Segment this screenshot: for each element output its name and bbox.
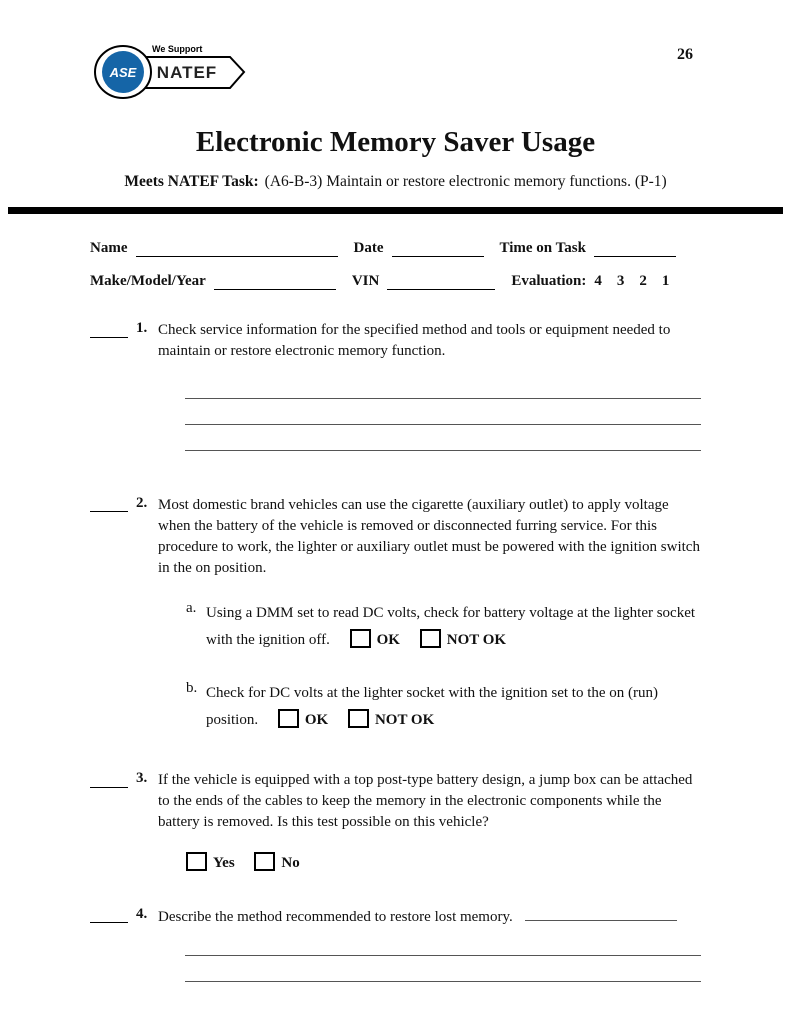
item-body (158, 906, 701, 982)
score-blank (90, 772, 128, 788)
score-blank (90, 908, 128, 924)
time-on-task-label: Time on Task (499, 240, 586, 256)
sub-item-b (186, 680, 701, 734)
page-number: 26 (677, 46, 693, 63)
ok-label: OK (304, 711, 329, 728)
header-fields-row-2 (90, 273, 701, 290)
item-text (158, 906, 701, 928)
make-model-year-blank (214, 274, 336, 290)
form-content (0, 240, 791, 982)
vin-label: VIN (351, 273, 380, 289)
ase-label: ASE (109, 65, 137, 80)
sub-item-letter: b. (186, 679, 198, 696)
task-text: (A6-B-3) Maintain or restore electronic memory functions. (P-1) (264, 173, 667, 190)
time-on-task-blank (594, 241, 676, 257)
yes-no-row (186, 852, 701, 872)
item-body (158, 320, 701, 451)
item-4-text: Describe the method recommended to restore lost memory. (158, 908, 513, 925)
sub-item-b-text: Check for DC volts at the lighter socket with the ignition set to the on (run) position. (206, 684, 658, 728)
natef-logo-graphic (92, 40, 250, 104)
sub-item-text (206, 600, 701, 654)
natef-logo (92, 40, 250, 109)
answer-lines (185, 930, 701, 982)
task-item-3 (90, 770, 701, 872)
natef-label: NATEF (156, 63, 218, 82)
date-blank (392, 241, 484, 257)
page-title: Electronic Memory Saver Usage (195, 126, 596, 158)
name-label: Name (90, 240, 128, 256)
answer-line (185, 425, 701, 451)
answer-inline-blank (525, 906, 677, 921)
evaluation-label: Evaluation: (511, 273, 587, 289)
sub-item-text (206, 680, 701, 734)
date-label: Date (353, 240, 384, 256)
make-model-year-label: Make/Model/Year (90, 273, 206, 289)
no-label: No (281, 854, 300, 871)
we-support-label: We Support (152, 44, 203, 54)
name-blank (136, 241, 338, 257)
natef-task-line (0, 173, 791, 191)
task-label: Meets NATEF Task: (124, 173, 259, 190)
not-ok-checkbox (420, 629, 441, 648)
score-blank (90, 322, 128, 338)
no-checkbox (254, 852, 275, 871)
page-header (0, 40, 791, 112)
item-body (158, 770, 701, 872)
item-text: If the vehicle is equipped with a top post-type battery design, a jump box can be attached to the ends of the cables to keep the memory in the electronic components while the battery is removed. Is this test possible on this vehicle? (158, 771, 693, 831)
answer-line (185, 956, 701, 982)
divider-rule (8, 207, 783, 214)
item-number: 4. (136, 905, 148, 922)
yes-checkbox (186, 852, 207, 871)
score-blank (90, 497, 128, 513)
task-item-1 (90, 320, 701, 451)
answer-lines (185, 373, 701, 451)
vin-blank (387, 274, 495, 290)
item-text: Check service information for the specified method and tools or equipment needed to maintain or restore electronic memory function. (158, 322, 671, 360)
sub-item-a (186, 600, 701, 654)
item-number: 3. (136, 769, 148, 786)
item-body (158, 495, 701, 734)
header-fields-row-1 (90, 240, 701, 257)
task-item-2 (90, 495, 701, 734)
answer-line (185, 373, 701, 399)
ok-label: OK (376, 631, 400, 648)
item-number: 1. (136, 320, 148, 336)
sub-item-letter: a. (186, 599, 197, 616)
yes-label: Yes (213, 854, 235, 871)
item-number: 2. (136, 494, 148, 511)
ok-checkbox (278, 709, 299, 728)
sub-item-a-text: Using a DMM set to read DC volts, check for battery voltage at the lighter socket with the ignition off. (206, 604, 696, 648)
ok-checkbox (350, 629, 371, 648)
answer-line (185, 399, 701, 425)
task-item-4 (90, 906, 701, 982)
not-ok-label: NOT OK (374, 711, 435, 728)
evaluation-scale: 4 3 2 1 (594, 273, 670, 289)
not-ok-label: NOT OK (446, 631, 507, 648)
item-text: Most domestic brand vehicles can use the cigarette (auxiliary outlet) to apply voltage when the battery of the vehicle is removed or disconnected furring service. For this procedure to work, the lighter or auxiliary outlet must be powered with the ignition switch in the on position. (158, 496, 700, 577)
not-ok-checkbox (348, 709, 369, 728)
answer-line (185, 930, 701, 956)
